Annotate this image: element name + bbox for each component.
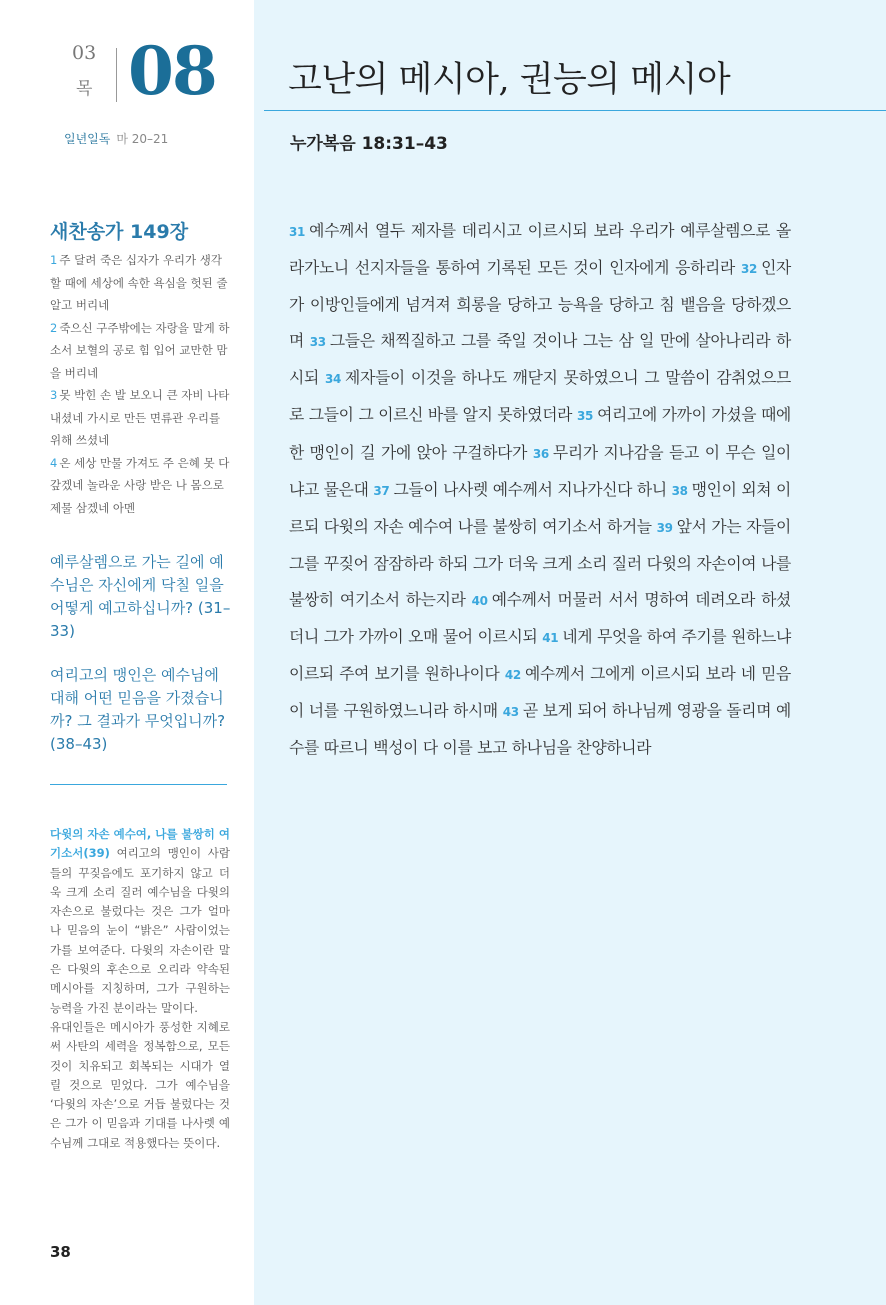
hymn-lyrics	[50, 249, 230, 519]
verse-number: 43	[502, 705, 519, 720]
hymn-verse-text: 못 박힌 손 발 보오니 큰 자비 나타내셨네 가시로 만든 면류관 우리를 위해 쓰셨네	[50, 388, 230, 447]
hymn-verse-number: 3	[50, 388, 58, 402]
verse-number: 39	[656, 520, 673, 535]
yearly-reading-ref: 마 20–21	[116, 132, 169, 146]
hymn-verse-text: 죽으신 구주밖에는 자랑을 말게 하소서 보혈의 공로 힘 입어 교만한 맘을 버리네	[50, 320, 230, 380]
verse-number: 35	[576, 409, 594, 424]
question-1: 예루살렘으로 가는 길에 예수님은 자신에게 닥칠 일을 어떻게 예고하십니까? (31–33)	[50, 553, 231, 640]
month-number: 03	[72, 42, 97, 64]
verse-number: 42	[504, 668, 521, 683]
scripture-text	[289, 213, 791, 766]
verse-number: 32	[740, 262, 758, 277]
commentary-paragraph	[50, 825, 230, 1018]
question-2: 여리고의 맹인은 예수님에 대해 어떤 믿음을 가졌습니까? 그 결과가 무엇입니까? (38–43)	[50, 666, 226, 753]
verse-text: 네게 무엇을 하여 주기를 원하느냐 이르되 주여 보기를 원하나이다	[289, 627, 791, 684]
verse-text: 무리가 지나감을 듣고 이 무슨 일이냐고 물은대	[289, 442, 791, 499]
verse-text: 예수께서 그에게 이르시되 보라 네 믿음이 너를 구원하였느니라 하시매	[289, 664, 791, 721]
verse-number: 41	[542, 631, 559, 646]
verse-number: 34	[324, 372, 342, 387]
hymn-verse	[50, 249, 230, 317]
commentary-note	[50, 825, 230, 1153]
hymn-verse-text: 온 세상 만물 가져도 주 은혜 못 다 갚겠네 놀라운 사랑 받은 나 몸으로 제물 삼겠네 아멘	[50, 455, 230, 515]
verse-text: 맹인이 외쳐 이르되 다윗의 자손 예수여 나를 불쌍히 여기소서 하거늘	[289, 479, 791, 536]
passage-reference: 누가복음 18:31–43	[290, 134, 448, 154]
commentary-body: 여리고의 맹인이 사람들의 꾸짖음에도 포기하지 않고 더욱 크게 소리 질러 예수님을 다윗의 자손으로 불렀다는 것은 그가 얼마나 믿음의 눈이 “밝은” 사람이었는가를 보여준다. 다윗의 자손이란 말은 다윗의 후손으로 오리라 약속된 메시아를 지칭하며, 그가 구원하는 능력을 가진 분이라는 말이다.	[50, 846, 231, 1015]
date-divider	[116, 48, 117, 102]
hymn-title: 새찬송가 149장	[50, 221, 189, 243]
commentary-heading: 다윗의 자손 예수여, 나를 불쌍히 여기소서(39)	[50, 827, 230, 861]
verse-number: 40	[471, 593, 488, 608]
verse-number: 31	[289, 225, 306, 239]
verse-text: 인자가 이방인들에게 넘겨져 희롱을 당하고 능욕을 당하고 침 뱉음을 당하겠으며	[289, 258, 791, 351]
title-divider	[264, 110, 886, 111]
verse-number: 37	[373, 483, 390, 498]
day-number: 08	[128, 32, 216, 110]
verse-text: 예수께서 열두 제자를 데리시고 이르시되 보라 우리가 예루살렘으로 올라가노니 선지자들을 통하여 기록된 모든 것이 인자에게 응하리라	[289, 221, 791, 278]
yearly-reading	[64, 130, 168, 147]
verse-text: 예수께서 머물러 서서 명하여 데려오라 하셨더니 그가 가까이 오매 물어 이르시되	[289, 589, 791, 647]
verse-text: 제자들이 이것을 하나도 깨닫지 못하였으니 그 말씀이 감취었으므로 그들이 그 이르신 바를 알지 못하였더라	[289, 368, 791, 425]
sidebar-divider	[50, 784, 227, 785]
page-number: 38	[50, 1243, 71, 1261]
sidebar	[0, 0, 254, 1305]
weekday: 목	[76, 79, 93, 99]
hymn-verse-text: 주 달려 죽은 십자가 우리가 생각할 때에 세상에 속한 욕심을 헛된 줄 알고 버리네	[50, 253, 228, 312]
verse-number: 33	[309, 335, 326, 350]
verse-text: 그들이 나사렛 예수께서 지나가신다 하니	[393, 479, 667, 499]
commentary-paragraph: 유대인들은 메시아가 풍성한 지혜로써 사탄의 세력을 정복함으로, 모든 것이 치유되고 회복되는 시대가 열릴 것으로 믿었다. 그가 예수님을 ‘다윗의 자손’으로 거듭 불렀다는 것은 그가 이 믿음과 기대를 나사렛 예수님께 그대로 적용했다는 뜻이다.	[50, 1019, 230, 1150]
verse-text: 그들은 채찍질하고 그를 죽일 것이나 그는 삼 일 만에 살아나리라 하시되	[289, 331, 791, 388]
hymn-verse-number: 1	[50, 253, 58, 267]
verse-text: 곧 보게 되어 하나님께 영광을 돌리며 예수를 따르니 백성이 다 이를 보고 하나님을 찬양하니라	[289, 701, 791, 758]
hymn-verse	[50, 384, 230, 452]
verse-text: 앞서 가는 자들이 그를 꾸짖어 잠잠하라 하되 그가 더욱 크게 소리 질러 다윗의 자손이여 나를 불쌍히 여기소서 하는지라	[289, 516, 791, 609]
verse-number: 38	[671, 483, 688, 498]
hymn-verse	[50, 452, 230, 520]
verse-text: 여리고에 가까이 가셨을 때에 한 맹인이 길 가에 앉아 구걸하다가	[289, 405, 791, 462]
yearly-reading-label: 일년일독	[64, 132, 111, 146]
hymn-verse	[50, 317, 230, 385]
verse-number: 36	[532, 446, 549, 461]
page-title: 고난의 메시아, 권능의 메시아	[288, 60, 731, 100]
hymn-verse-number: 2	[50, 320, 58, 335]
hymn-verse-number: 4	[50, 455, 58, 470]
